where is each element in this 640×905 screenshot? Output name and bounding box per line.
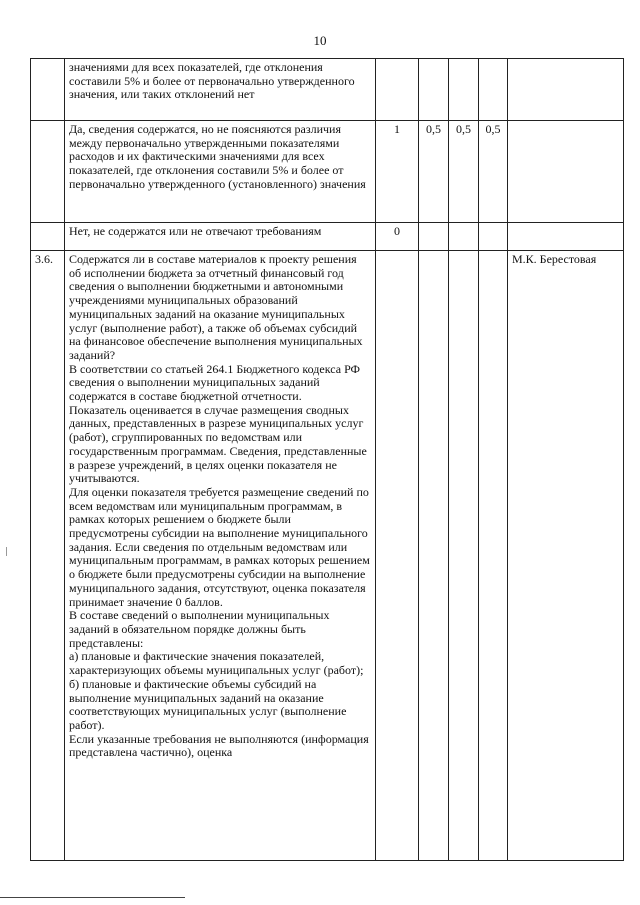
- footnote-separator: [0, 897, 185, 898]
- page-number: 10: [313, 33, 327, 48]
- table-row: [31, 121, 624, 223]
- criterion-list-item: б) плановые и фактические объемы субсидий на выполнение муниципальных заданий на оказание соответствующих муниципальных услуг (выполнение работ).: [69, 676, 347, 732]
- score-cell: [449, 59, 479, 121]
- criterion-paragraph: В соответствии со статьей 264.1 Бюджетного кодекса РФ сведения о выполнении муниципальных заданий содержатся в составе бюджетной отчетности.: [69, 361, 361, 404]
- row-number: [31, 223, 65, 251]
- score-cell: [376, 59, 419, 121]
- criterion-paragraph: Показатель оценивается в случае размещения сводных данных, представленных в разрезе муниципальных услуг (работ), сгруппированных по ведомствам или государственным программам. Сведения, представленные в разрезе учреждений, в целях оценки показателя не учитываются.: [69, 402, 367, 486]
- table-row: [31, 59, 624, 121]
- table-row: [31, 223, 624, 251]
- criterion-paragraph: Для оценки показателя требуется размещение сведений по всем ведомствам или муниципальным программам, в рамках которых решением о бюджете были предусмотрены субсидии на выполнение муниципального задания. Если сведения по отдельным ведомствам или муниципальным программам, в рамках которых решением о бюджете были предусмотрены субсидии на выполнение муниципального задания, отсутствуют, оценка показателя принимает значение 0 баллов.: [69, 484, 370, 609]
- score-cell: 0,5: [419, 121, 449, 223]
- responsible-cell: М.К. Берестовая: [508, 251, 624, 861]
- margin-mark: [6, 547, 7, 556]
- criterion-text: Нет, не содержатся или не отвечают требованиям: [65, 223, 376, 251]
- responsible-cell: [508, 59, 624, 121]
- criterion-question: Содержатся ли в составе материалов к проекту решения об исполнении бюджета за отчетный финансовый год сведения о выполнении бюджетными и автономными учреждениями муниципальных образований муниципальных заданий на оказание муниципальных услуг (выполнение работ), а также об объемах субсидий на финансовое обеспечение выполнения муниципальных заданий?: [69, 252, 363, 362]
- score-cell: [479, 223, 508, 251]
- criterion-text: [65, 251, 376, 861]
- score-cell: 0: [376, 223, 419, 251]
- score-cell: [449, 223, 479, 251]
- row-number: [31, 121, 65, 223]
- score-cell: [376, 251, 419, 861]
- table-row: [31, 251, 624, 861]
- score-cell: [479, 251, 508, 861]
- criteria-table: [30, 58, 624, 861]
- criterion-text: Да, сведения содержатся, но не поясняются различия между первоначально утвержденными показателями расходов и их фактическими значениями для всех показателей, где отклонения составили 5% и более от первоначально утвержденного (установленного) значения: [65, 121, 376, 223]
- criterion-paragraph: В составе сведений о выполнении муниципальных заданий в обязательном порядке должны быть представлены:: [69, 608, 330, 650]
- responsible-cell: [508, 223, 624, 251]
- criterion-paragraph: Если указанные требования не выполняются (информация представлена частично), оценка: [69, 731, 369, 760]
- score-cell: [419, 59, 449, 121]
- score-cell: [419, 223, 449, 251]
- criterion-list-item: а) плановые и фактические значения показателей, характеризующих объемы муниципальных услуг (работ);: [69, 649, 364, 678]
- criterion-text: значениями для всех показателей, где отклонения составили 5% и более от первоначально утвержденного значения, или таких отклонений нет: [65, 59, 376, 121]
- score-cell: 1: [376, 121, 419, 223]
- score-cell: [419, 251, 449, 861]
- score-cell: 0,5: [479, 121, 508, 223]
- score-cell: [449, 251, 479, 861]
- score-cell: 0,5: [449, 121, 479, 223]
- responsible-cell: [508, 121, 624, 223]
- score-cell: [479, 59, 508, 121]
- row-number: 3.6.: [31, 251, 65, 861]
- row-number: [31, 59, 65, 121]
